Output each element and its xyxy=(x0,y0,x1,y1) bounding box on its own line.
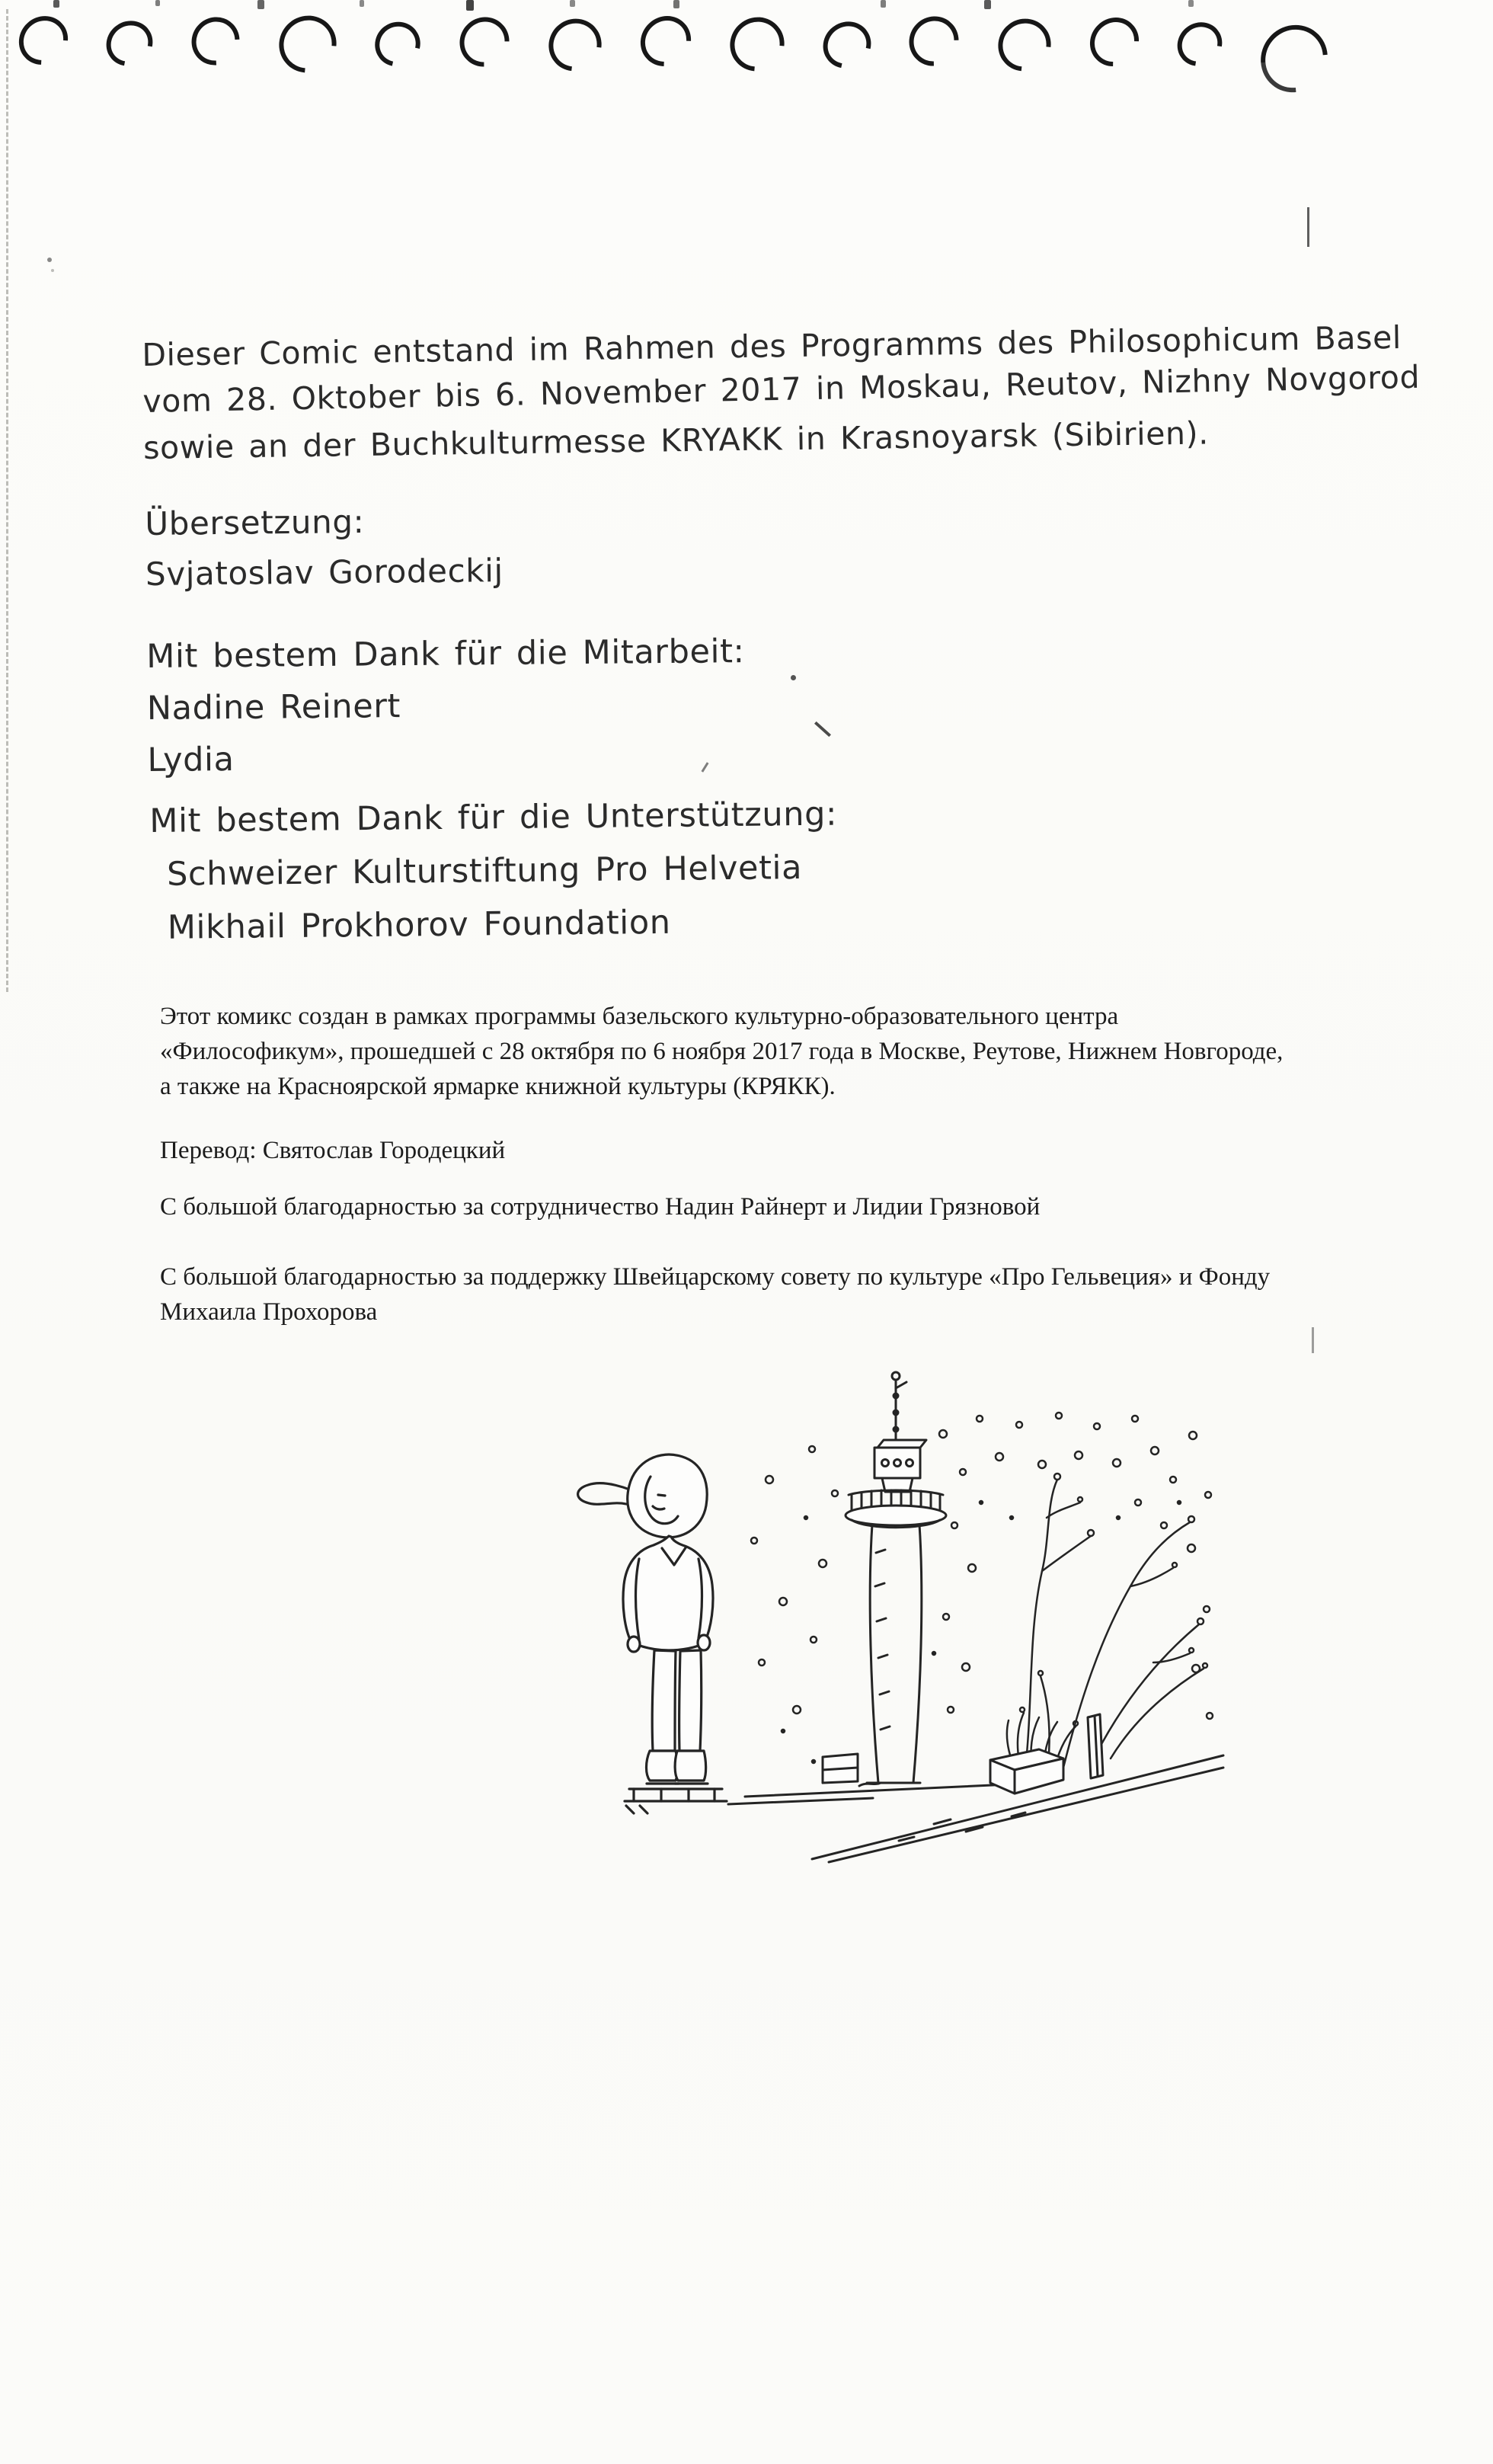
crescent-mark-icon xyxy=(449,7,520,77)
person-figure xyxy=(578,1454,727,1813)
russian-credits xyxy=(160,999,1295,1330)
german-intro-line: Dieser Comic entstand im Rahmen des Programms des Philosophicum Basel xyxy=(142,318,1402,373)
crescent-mark-icon xyxy=(719,6,795,82)
snowflakes xyxy=(751,1413,1213,1763)
scan-artifact-left-edge xyxy=(6,9,8,992)
german-collaboration-thanks xyxy=(146,626,746,786)
crescent-mark-icon xyxy=(181,7,249,75)
collaborator-name: Lydia xyxy=(147,740,235,779)
rooftop-illustration xyxy=(555,1365,1225,1865)
collaborator-name: Nadine Reinert xyxy=(146,687,401,728)
german-intro-paragraph xyxy=(142,315,1421,472)
german-intro-line: vom 28. Oktober bis 6. November 2017 in Moskau, Reutov, Nizhny Novgorod xyxy=(142,358,1421,420)
supporter-name: Schweizer Kulturstiftung Pro Helvetia xyxy=(166,849,803,894)
crescent-mark-icon xyxy=(630,5,701,76)
scan-artifact-dots xyxy=(47,258,52,262)
pen-dot-mark xyxy=(791,675,796,680)
crescent-mark-icon xyxy=(1247,11,1341,106)
lighthouse-tower xyxy=(846,1372,946,1786)
german-support-thanks xyxy=(149,788,839,955)
crescent-mark-icon xyxy=(1080,8,1149,76)
german-translation-credit xyxy=(145,495,504,600)
crescent-mark-icon xyxy=(539,8,612,82)
crescent-mark-icon xyxy=(988,8,1062,82)
scan-artifact-right-line xyxy=(1312,1327,1314,1353)
russian-support-thanks: С большой благодарностью за поддержку Швейцарскому совету по культуре «Про Гельвеция» и Фонду Михаила Прохорова xyxy=(160,1263,1271,1326)
crescent-mark-icon xyxy=(367,14,430,75)
scan-artifact-right-line xyxy=(1307,207,1309,247)
crescent-mark-icon xyxy=(98,12,161,75)
german-intro-line: sowie an der Buchkulturmesse KRYAKK in Krasnoyarsk (Sibirien). xyxy=(142,414,1210,466)
collaboration-heading: Mit bestem Dank für die Mitarbeit: xyxy=(146,632,745,676)
crescent-mark-icon xyxy=(899,6,969,76)
russian-collaboration-thanks: С большой благодарностью за сотрудничество Надин Райнерт и Лидии Грязновой xyxy=(160,1193,1041,1221)
russian-intro-paragraph: Этот комикс создан в рамках программы базельского культурно-образовательного центра «Философикум», прошедшей с 28 октября по 6 ноября 2017 года в Москве, Реутове, Нижнем Новгороде, а также на Красноярской ярмарке книжной культуры (КРЯКК). xyxy=(160,1003,1284,1100)
rooftop xyxy=(728,1714,1223,1862)
crescent-mark-icon xyxy=(9,6,78,75)
translator-name: Svjatoslav Gorodeckij xyxy=(145,552,504,593)
support-heading: Mit bestem Dank für die Unterstützung: xyxy=(149,795,838,840)
supporter-name: Mikhail Prokhorov Foundation xyxy=(167,903,671,947)
crescent-mark-icon xyxy=(267,4,348,85)
russian-translation-credit: Перевод: Святослав Городецкий xyxy=(160,1137,506,1164)
pen-tick-mark xyxy=(814,722,831,737)
crescent-mark-icon xyxy=(1169,14,1230,75)
branches xyxy=(1007,1474,1207,1769)
crescent-mark-icon xyxy=(814,12,879,77)
translation-label: Übersetzung: xyxy=(145,502,365,542)
binding-marks-row xyxy=(20,15,1327,93)
